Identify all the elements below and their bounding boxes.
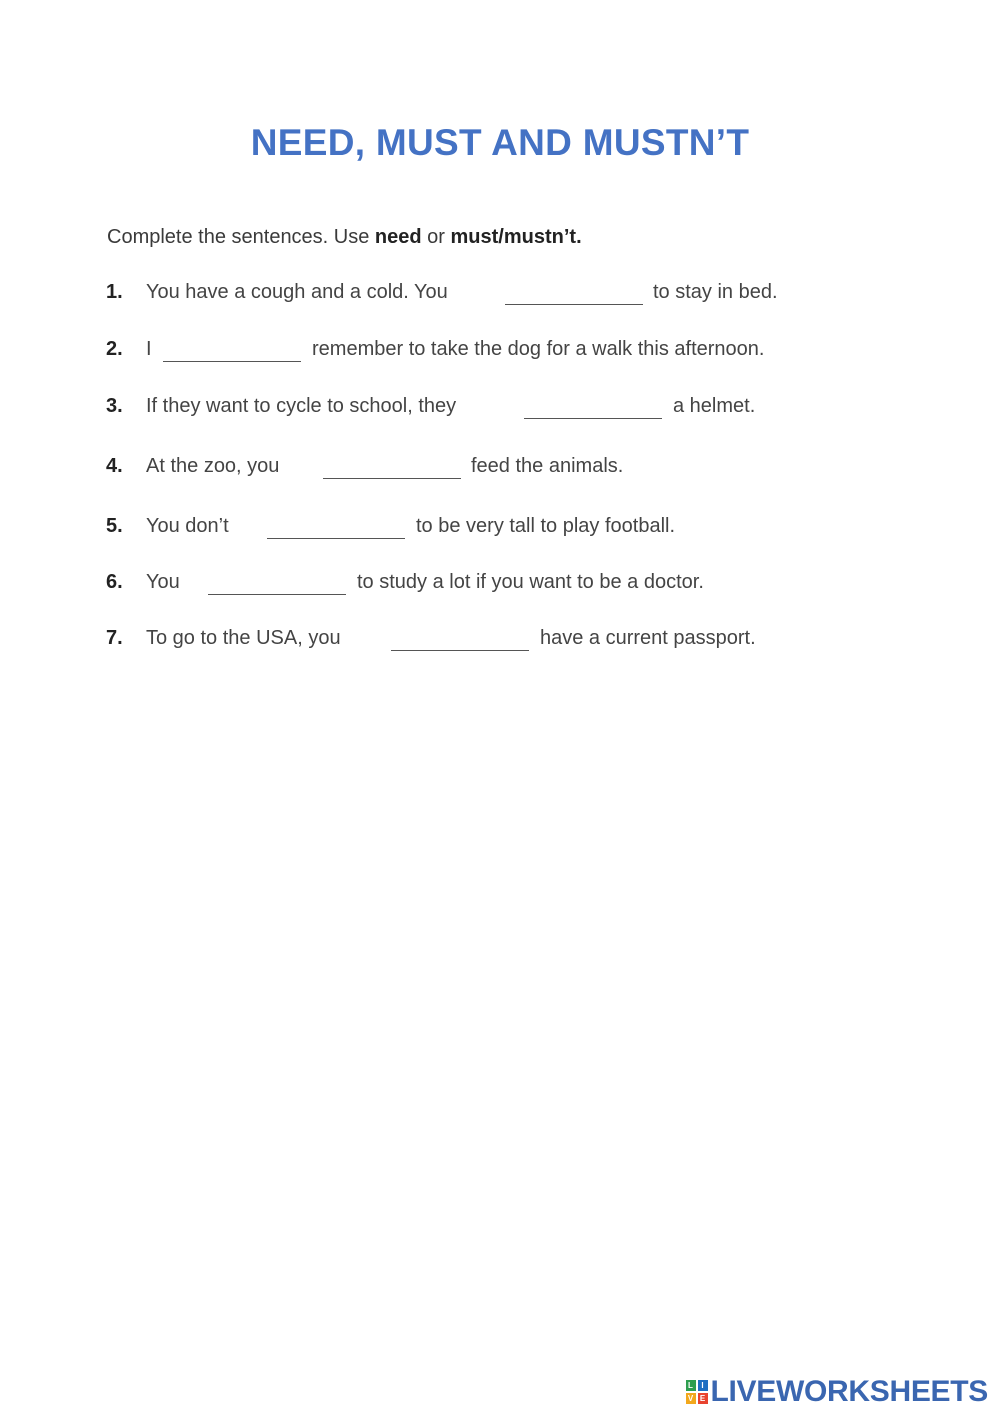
exercise-item	[0, 571, 1000, 611]
instruction-connector: or	[421, 226, 451, 248]
sentence-before-blank: If they want to cycle to school, they	[146, 395, 457, 417]
instruction-prefix: Complete the sentences. Use	[107, 226, 375, 248]
logo-square: I	[698, 1380, 708, 1391]
answer-blank[interactable]	[524, 418, 662, 419]
sentence-before-blank: At the zoo, you	[146, 455, 280, 477]
sentence-after-blank: to stay in bed.	[653, 281, 778, 303]
sentence-after-blank: to study a lot if you want to be a doctor.	[357, 571, 704, 593]
sentence-before-blank: To go to the USA, you	[146, 627, 341, 649]
instruction-suffix: .	[576, 226, 582, 248]
answer-blank[interactable]	[163, 361, 301, 362]
answer-blank[interactable]	[267, 538, 405, 539]
logo-square: E	[698, 1393, 708, 1404]
sentence-after-blank: a helmet.	[673, 395, 756, 417]
exercise-item	[0, 455, 1000, 495]
exercise-number: 7.	[106, 627, 123, 649]
exercise-number: 6.	[106, 571, 123, 593]
liveworksheets-logo	[686, 1375, 989, 1408]
exercise-item	[0, 338, 1000, 378]
sentence-after-blank: feed the animals.	[471, 455, 624, 477]
exercise-number: 2.	[106, 338, 123, 360]
logo-mark-icon	[686, 1380, 708, 1404]
sentence-after-blank: to be very tall to play football.	[416, 515, 676, 537]
logo-square: V	[686, 1393, 696, 1404]
answer-blank[interactable]	[505, 304, 643, 305]
exercise-number: 5.	[106, 515, 123, 537]
logo-wordmark: LIVEWORKSHEETS	[710, 1375, 988, 1408]
answer-blank[interactable]	[391, 650, 529, 651]
exercise-number: 1.	[106, 281, 123, 303]
sentence-before-blank: You don’t	[146, 515, 229, 537]
answer-blank[interactable]	[208, 594, 346, 595]
exercise-item	[0, 395, 1000, 435]
keyword-must-mustnt: must/mustn’t	[450, 226, 577, 248]
worksheet-title: NEED, MUST AND MUSTN’T	[250, 122, 750, 163]
instructions	[107, 226, 582, 249]
exercise-number: 3.	[106, 395, 123, 417]
sentence-before-blank: You	[146, 571, 180, 593]
sentence-before-blank: I	[146, 338, 152, 360]
logo-square: L	[686, 1380, 696, 1391]
sentence-before-blank: You have a cough and a cold. You	[146, 281, 448, 303]
sentence-after-blank: remember to take the dog for a walk this afternoon.	[312, 338, 765, 360]
exercise-item	[0, 515, 1000, 555]
exercise-item	[0, 627, 1000, 667]
keyword-need: need	[374, 226, 422, 248]
exercise-number: 4.	[106, 455, 123, 477]
exercise-item	[0, 281, 1000, 321]
sentence-after-blank: have a current passport.	[540, 627, 756, 649]
answer-blank[interactable]	[323, 478, 461, 479]
